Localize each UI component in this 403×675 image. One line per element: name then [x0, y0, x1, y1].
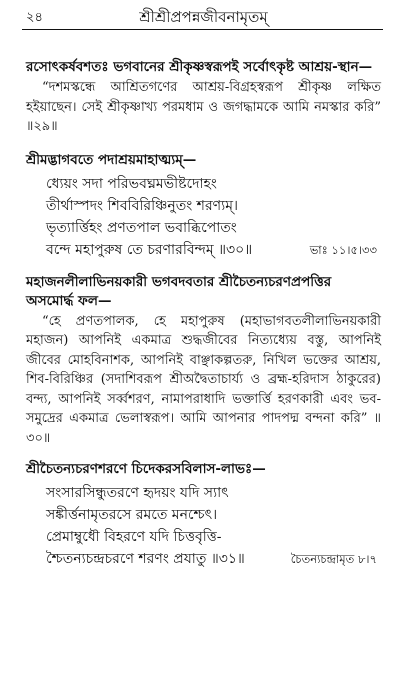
section-heading: রসোৎকর্ষবশতঃ ভগবানের শ্রীকৃষ্ণস্বরূপই সর্বোৎকৃষ্ট আশ্রয়-স্থান—	[26, 59, 373, 75]
verse-line	[46, 173, 381, 195]
page-content	[26, 58, 381, 570]
section-heading: শ্রীচৈতন্যচরণশরণে চিদেকরসবিলাস-লাভঃ—	[26, 461, 266, 477]
section-heading: শ্রীমদ্ভাগবতে পদাশ্রয়মাহাত্ম্যম্—	[26, 151, 197, 168]
verse-block	[26, 482, 381, 570]
verse-line	[46, 195, 381, 217]
paragraph-text: “হে প্রণতপালক, হে মহাপুরুষ (মহাভাগবতলীলাভিনয়কারী মহাজন) আপনিই একমাত্র শুদ্ধজীবের নিত্যধ্যেয় বস্তু, আপনিই জীবের মোহবিনাশক, আপনিই বাঞ্ছাকল্পতরু, নিখিল ভক্তের আশ্রয়, শিব-বিরিঞ্চির (সদাশিবরূপ শ্রীঅদ্বৈতাচার্য্য ও ব্রহ্ম-হরিদাস ঠাকুরের) বন্দ্য, আপনিই সর্ব্বশরণ, নামাপরাধাদি ভক্তার্ত্তি হরণকারী এবং ভব-সমুদ্রের একমাত্র ভেলাস্বরূপ। আমি আপনার পাদপদ্ম বন্দনা করি” ॥৩০॥	[26, 313, 381, 446]
verse-line	[46, 504, 381, 526]
page-header	[26, 6, 381, 28]
verse-block	[26, 173, 381, 261]
verse-reference	[377, 504, 381, 526]
section-3	[26, 273, 381, 449]
section-1	[26, 58, 381, 137]
section-2	[26, 151, 381, 261]
verse-reference: চৈতন্যচন্দ্রামৃত ৮।৭	[290, 552, 377, 566]
running-title: শ্রীশ্রীপ্রপন্নজীবনামৃতম্	[139, 8, 268, 26]
verse-reference	[377, 173, 381, 195]
section-4	[26, 460, 381, 570]
paragraph-text: “দশমস্কন্ধে আশ্রিতগণের আশ্রয়-বিগ্রহস্বরূপ শ্রীকৃষ্ণ লক্ষিত হইয়াছেন। সেই শ্রীকৃষ্ণাখ্য পরমধাম ও জগদ্ধামকে আমি নমস্কার করি” ॥২৯॥	[26, 80, 381, 134]
section-paragraph	[26, 312, 381, 449]
verse-reference	[377, 195, 381, 217]
verse-text: সংসারসিন্ধুতরণে হৃদয়ং যদি স্যাৎ	[46, 485, 229, 501]
verse-text: সঙ্কীর্ত্তনামৃতরসে রমতে মনশ্চেৎ।	[46, 507, 218, 523]
page-number: ২৪	[26, 10, 43, 25]
verse-reference: ভাঃ ১১।৫।৩৩	[309, 242, 377, 257]
verse-text: তীর্থাস্পদং শিববিরিঞ্চিনুতং শরণ্যম্।	[46, 197, 238, 214]
header-rule	[22, 29, 383, 30]
verse-line	[46, 482, 381, 504]
section-paragraph	[26, 78, 381, 137]
verse-reference	[377, 217, 381, 239]
verse-text: ধ্যেয়ং সদা পরিভবঘ্নমভীষ্টদোহং	[46, 175, 217, 192]
verse-line	[46, 526, 381, 548]
verse-text: প্রেমাম্বুধৌ বিহরণে যদি চিত্তবৃত্তি-	[46, 529, 222, 545]
verse-reference	[377, 526, 381, 548]
verse-line	[46, 239, 381, 261]
section-heading: মহাজনলীলাভিনয়কারী ভগবদবতার শ্রীচৈতন্যচরণপ্রপত্তির অসমোর্দ্ধ ফল—	[26, 273, 332, 309]
verse-reference	[377, 482, 381, 504]
verse-line	[46, 548, 381, 570]
verse-text: ভৃত্যার্ত্তিহং প্রণতপাল ভবাব্ধিপোতং	[46, 219, 237, 236]
verse-text: বন্দে মহাপুরুষ তে চরণারবিন্দম্ ॥৩০॥	[46, 241, 253, 258]
verse-text: শ্চৈতন্যচন্দ্রচরণে শরণং প্রযাতু ॥৩১॥	[46, 551, 245, 567]
verse-line	[46, 217, 381, 239]
